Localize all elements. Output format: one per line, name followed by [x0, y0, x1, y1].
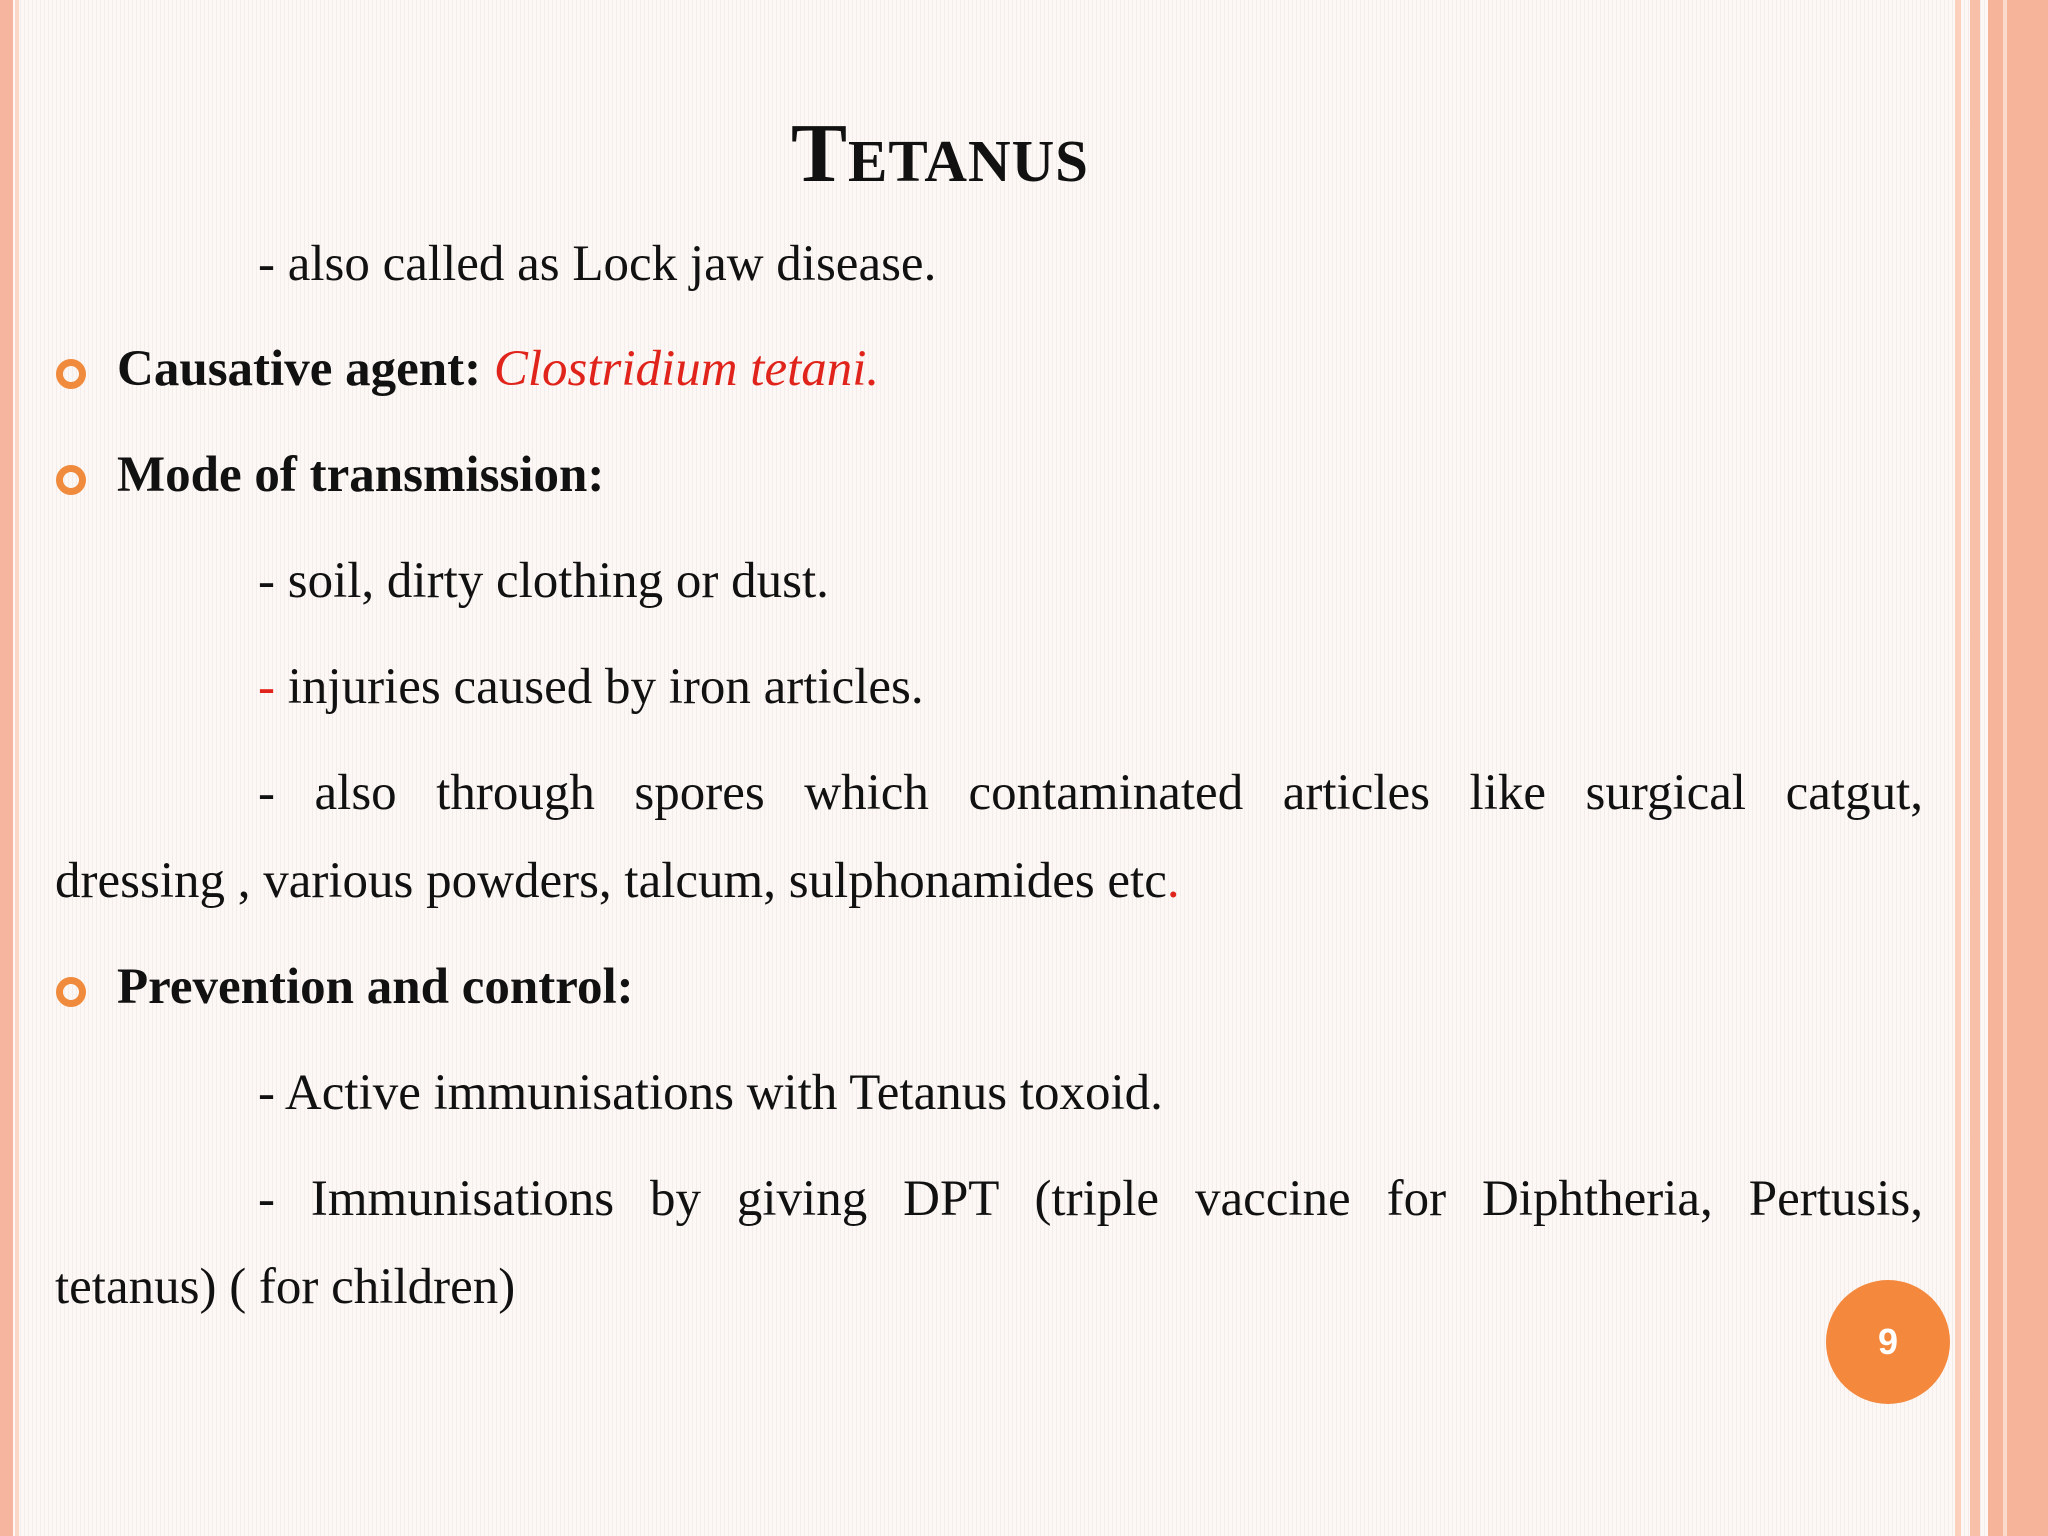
spores-line-1: - also through spores which contaminated articles like surgical catgut,	[258, 765, 1923, 821]
causative-agent-value: Clostridium tetani.	[493, 341, 880, 397]
bullet-icon	[56, 977, 86, 1007]
prevention-heading: Prevention and control:	[117, 959, 634, 1015]
page-number-badge: 9	[1826, 1280, 1950, 1404]
bullet-icon	[56, 465, 86, 495]
item-text: soil, dirty clothing or dust.	[274, 553, 829, 609]
right-border-wide-stripe	[1988, 0, 2048, 1536]
item-text: injuries caused by iron articles.	[274, 659, 924, 715]
prevention-item-2-line-2: tetanus) ( for children)	[55, 1259, 516, 1315]
right-border-inner-stripe	[2003, 0, 2007, 1536]
prevention-item-1: - Active immunisations with Tetanus toxoid.	[258, 1065, 1163, 1121]
transmission-item	[258, 657, 924, 717]
bullet-icon	[56, 359, 86, 389]
prevention-item-2-line-1: - Immunisations by giving DPT (triple vaccine for Diphtheria, Pertusis,	[258, 1171, 1923, 1227]
spores-text: dressing , various powders, talcum, sulphonamides etc	[55, 853, 1167, 909]
slide-title: Tetanus	[791, 107, 1089, 200]
transmission-heading: Mode of transmission:	[117, 447, 605, 503]
left-border-stripe	[0, 0, 13, 1536]
causative-agent-label: Causative agent:	[117, 341, 494, 397]
item-dash: -	[258, 659, 275, 715]
right-border-thin-stripe	[1955, 0, 1961, 1536]
item-dash: -	[258, 553, 275, 609]
right-border-stripe	[1970, 0, 1980, 1536]
left-border-thin-stripe	[15, 0, 19, 1536]
spores-end: .	[1166, 853, 1180, 909]
causative-agent-line	[117, 339, 879, 399]
transmission-item	[258, 551, 829, 611]
spores-line-2	[55, 851, 1180, 911]
alias-line: - also called as Lock jaw disease.	[258, 236, 937, 292]
